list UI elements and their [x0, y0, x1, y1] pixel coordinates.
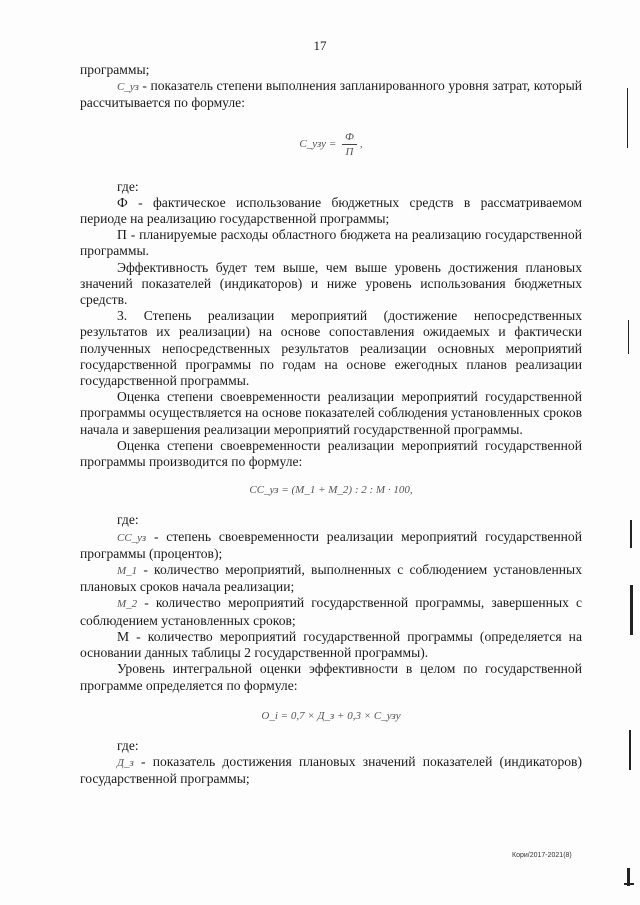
symbol: C_уз [117, 81, 139, 94]
fraction-denominator: П [345, 145, 354, 158]
text-block: Ф - фактическое использование бюджетных средств в рассматриваемом периоде на реализацию государственной программы; [80, 194, 582, 227]
formula-tail: , [359, 137, 363, 150]
text-block: Оценка степени своевременности реализации мероприятий государственной программы осуществляется на основе показателей соблюдения установленных сроков начала и завершения реализации мероприятий государственной программы. [80, 389, 582, 437]
document-body [80, 62, 582, 788]
symbol: M_2 [117, 598, 138, 611]
symbol: CC_уз [117, 531, 147, 544]
text-block: Уровень интегральной оценки эффективности в целом по государственной программе определяется по формуле: [80, 661, 582, 693]
text-block [80, 595, 582, 628]
text-fragment: - количество мероприятий государственной программы, завершенных с соблюдением установленных сроков; [80, 595, 582, 628]
symbol: Д_з [117, 757, 134, 770]
text-block: Оценка степени своевременности реализации мероприятий государственной программы производится по формуле: [80, 437, 582, 470]
scan-mark [628, 320, 629, 354]
text-block [80, 562, 582, 595]
text-block: 3. Степень реализации мероприятий (достижение непосредственных результатов их реализации) на основе сопоставления ожидаемых и фактически полученных непосредственных результатов реализации основных мероприятий государственной программы по годам на основе ежегодных планов реализации государственной программы. [80, 308, 582, 389]
scan-mark [624, 883, 634, 885]
text-block: где: [117, 737, 139, 753]
text-block [80, 78, 582, 111]
text-block: программы; [80, 62, 150, 77]
scan-mark [627, 88, 628, 148]
footer-code: Кори/2017-2021(8) [512, 852, 572, 859]
text-block: где: [117, 512, 139, 528]
formula-fraction [342, 130, 357, 159]
symbol: M_1 [117, 565, 138, 578]
formula-block [80, 130, 582, 159]
formula-lhs: C_узу = [299, 137, 337, 150]
text-fragment: - показатель степени выполнения запланированного уровня затрат, который рассчитывается по формуле: [80, 78, 582, 111]
text-block: Эффективность будет тем выше, чем выше уровень достижения плановых значений показателей (индикаторов) и ниже уровень использования бюджетных средств. [80, 259, 582, 308]
text-fragment: - количество мероприятий, выполненных с соблюдением установленных плановых сроков начала реализации; [80, 562, 582, 595]
page-number: 17 [313, 38, 327, 53]
formula-block: CC_уз = (M_1 + M_2) : 2 : M · 100, [249, 484, 413, 497]
formula-block: O_i = 0,7 × Д_з + 0,3 × C_узу [261, 709, 401, 722]
scan-mark [629, 730, 631, 770]
text-block [80, 754, 582, 787]
scan-mark [630, 520, 632, 548]
text-block: где: [117, 178, 139, 194]
text-block: П - планируемые расходы областного бюджета на реализацию государственной программы. [80, 227, 582, 259]
text-fragment: - степень своевременности реализации мероприятий государственной программы (процентов); [80, 528, 582, 561]
text-block [80, 529, 582, 562]
text-block: М - количество мероприятий государственной программы (определяется на основании данных таблицы 2 государственной программы). [80, 628, 582, 661]
fraction-numerator: Ф [342, 130, 357, 145]
scan-mark [630, 585, 633, 635]
text-fragment: - показатель достижения плановых значений показателей (индикаторов) государственной программы; [80, 754, 582, 787]
